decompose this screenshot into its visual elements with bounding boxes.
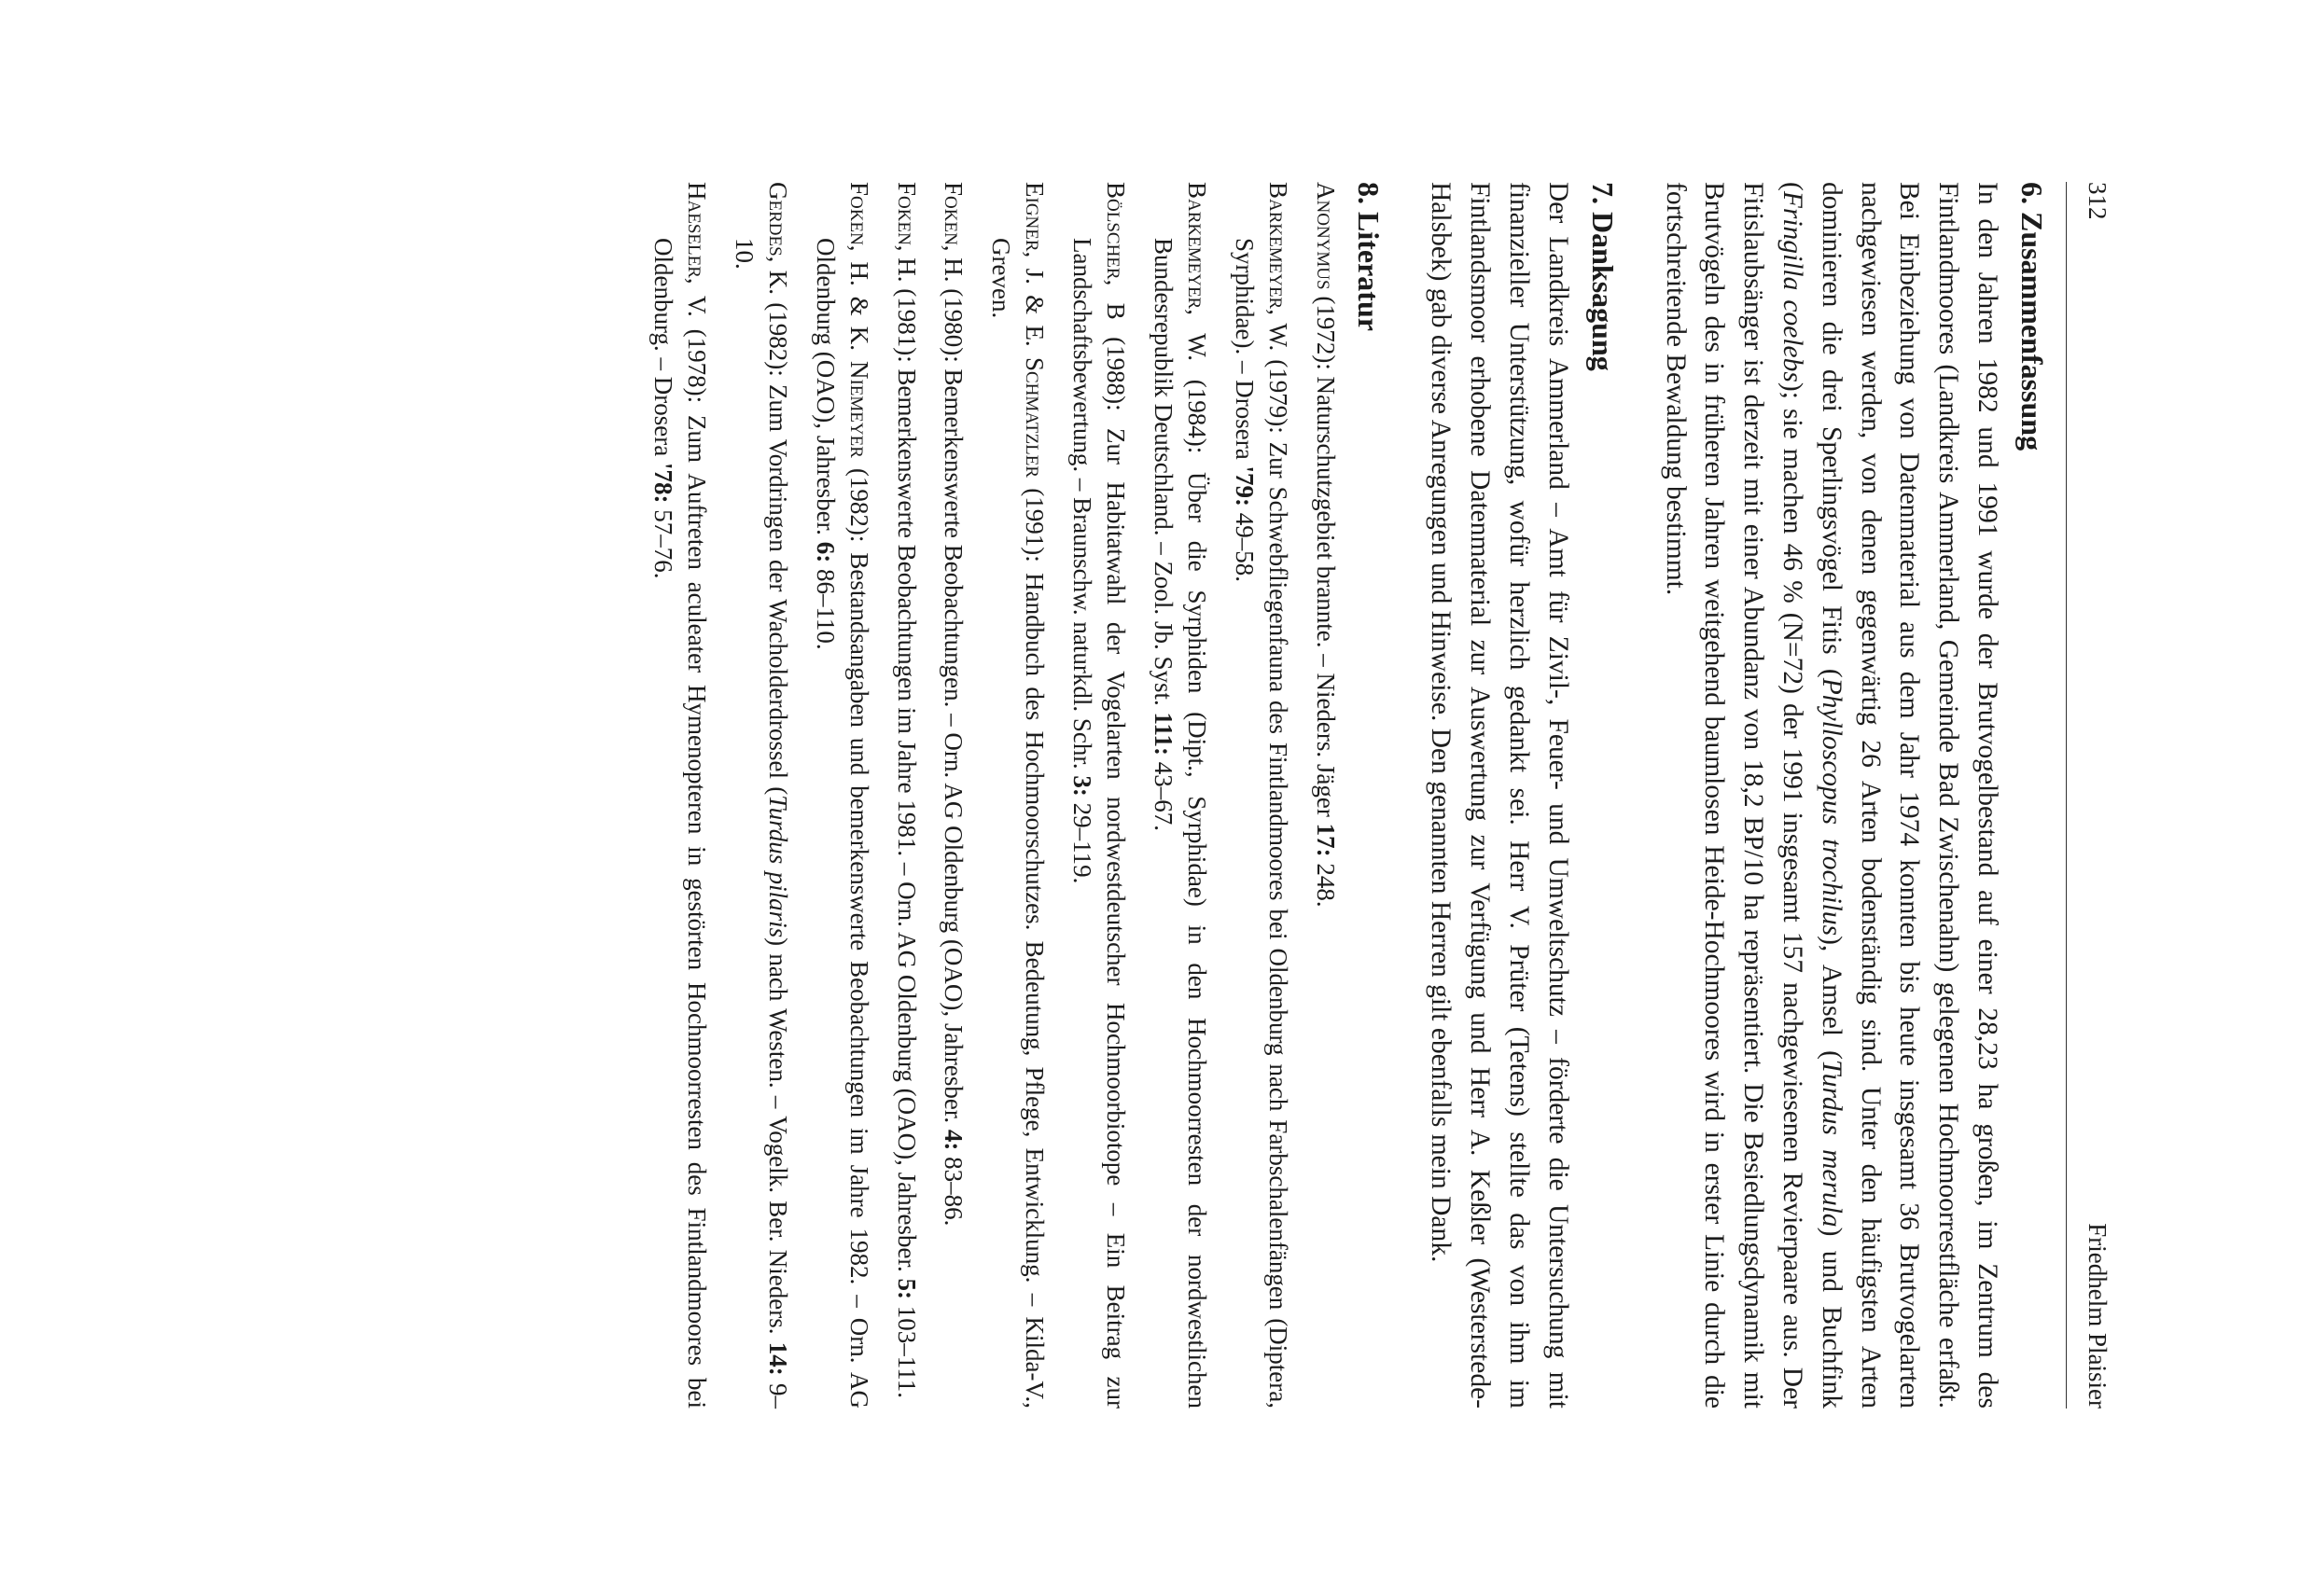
reference-item: Barkemeyer, W. (1984): Über die Syrphiden (Dipt., Syrphidae) in den Hochmoorresten der nordwestlichen Bundesrepublik Deutschland. – Zool. Jb. Syst. 111: 43–67. — [1149, 182, 1212, 1409]
section-acknowledgements — [1421, 182, 1622, 1409]
reference-list — [646, 182, 1343, 1409]
section-heading: 6. Zusammenfassung — [2015, 182, 2049, 451]
section-heading: 8. Literatur — [1351, 182, 1386, 331]
section-heading: 7. Danksagung — [1585, 182, 1620, 371]
reference-item: Bölscher, B (1988): Zur Habitatwahl der Vogelarten nordwestdeutscher Hochmoorbiotope – Ein Beitrag zur Landschaftsbewertung. – Braunschw. naturkdl. Schr. 3: 29–119. — [1067, 182, 1131, 1409]
acknowledgement-paragraph: Der Landkreis Ammerland – Amt für Zivil-, Feuer- und Umweltschutz – förderte die Untersuchung mit finanzieller Unterstützung, wofür herzlich gedankt sei. Herr V. Prüter (Tetens) stellte das von ihm im Fintlandsmoor erhobene Datenmaterial zur Auswertung zur Verfügung und Herr A. Keßler (Westerstede-Halsbek) gab diverse Anregungen und Hinweise. Den genannten Herren gilt ebenfalls mein Dank. — [1426, 182, 1573, 1409]
section-literature — [646, 182, 1387, 1409]
section-summary — [1655, 182, 2051, 1409]
page-number: 312 — [2084, 182, 2112, 220]
reference-item: Gerdes, K. (1982): Zum Vordringen der Wacholderdrossel (Turdus pilaris) nach Westen. – Vogelk. Ber. Nieders. 14: 9–10. — [730, 182, 793, 1409]
reference-item: Anonymus (1972): Naturschutzgebiet brannte. – Nieders. Jäger 17: 248. — [1311, 182, 1340, 908]
reference-item: Foken, H. (1980): Bemerkenswerte Beobachtungen. – Orn. AG Oldenburg (OAO), Jahresber. 4: 83–86. — [940, 182, 969, 1227]
running-head-author: Friedhelm Plaisier — [2084, 1223, 2112, 1409]
page-content — [612, 182, 2051, 1409]
reference-item: Haeseler, V. (1978): Zum Auftreten aculeater Hymenopteren in gestörten Hochmoorresten des Fintlandmoores bei Oldenburg. – Drosera '78: 57–76. — [648, 182, 712, 1409]
page-header — [2066, 182, 2123, 1409]
reference-item: Foken, H. & K. Niemeyer (1982): Bestandsangaben und bemerkenswerte Beobachtungen im Jahre 1982. – Orn. AG Oldenburg (OAO), Jahresber. 6: 86–110. — [811, 182, 874, 1409]
summary-paragraph: In den Jahren 1982 und 1991 wurde der Brutvogelbestand auf einer 28,23 ha großen, im Zentrum des Fintlandmoores (Landkreis Ammerland, Gemeinde Bad Zwischenahn) gelegenen Hochmoorrestfläche erfaßt. Bei Einbeziehung von Datenmaterial aus dem Jahr 1974 konnten bis heute insgesamt 36 Brutvogelarten nachgewiesen werden, von denen gegenwärtig 26 Arten bodenständig sind. Unter den häufigsten Arten dominieren die drei Sperlingsvögel Fitis (Phylloscopus trochilus), Amsel (Turdus merula) und Buchfink (Fringilla coelebs); sie machen 46 % (N=72) der 1991 insgesamt 157 nachgewiesenen Revierpaare aus. Der Fitislaubsänger ist derzeit mit einer Abundanz von 18,2 BP/10 ha repräsentiert. Die Besiedlungsdynamik mit Brutvögeln des in früheren Jahren weitgehend baumlosen Heide-Hochmoores wird in erster Linie durch die fortschreitende Bewaldung bestimmt. — [1660, 182, 2002, 1409]
reference-item: Foken, H. (1981): Bemerkenswerte Beobachtungen im Jahre 1981. – Orn. AG Oldenburg (OAO), Jahresber. 5: 103–111. — [892, 182, 921, 1399]
reference-item: Barkemeyer, W. (1979): Zur Schwebfliegenfauna des Fintlandmoores bei Oldenburg nach Farbschalenfängen (Diptera, Syrphidae). – Drosera '79: 49–58. — [1230, 182, 1293, 1409]
reference-item: Eigner, J. & E. Schmatzler (1991): Handbuch des Hochmoorschutzes. Bedeutung, Pflege, Entwicklung. – Kilda-V., Greven. — [986, 182, 1050, 1409]
